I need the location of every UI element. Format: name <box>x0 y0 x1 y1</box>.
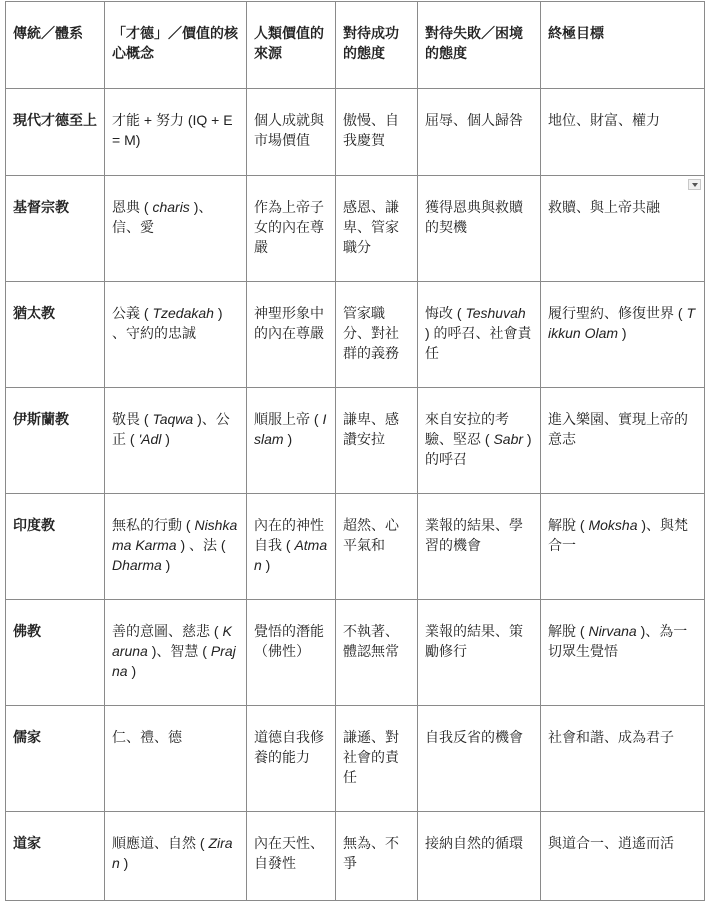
cell-ultimate-goal[interactable]: 履行聖約、修復世界 ( Tikkun Olam ) <box>541 282 705 388</box>
cell-attitude-failure[interactable]: 業報的結果、策勵修行 <box>418 600 541 706</box>
italic-term: Teshuvah <box>465 305 526 321</box>
italic-term: Nishkama Karma <box>112 517 238 553</box>
cell-tradition[interactable]: 基督宗教 <box>6 176 105 282</box>
cell-ultimate-goal[interactable]: 進入樂園、實現上帝的意志 <box>541 388 705 494</box>
cell-attitude-failure[interactable]: 獲得恩典與救贖的契機 <box>418 176 541 282</box>
cell-attitude-failure[interactable]: 來自安拉的考驗、堅忍 ( Sabr ) 的呼召 <box>418 388 541 494</box>
cell-core-concept[interactable]: 才能 + 努力 (IQ + E = M) <box>105 89 247 176</box>
italic-term: Ziran <box>112 835 233 871</box>
comparison-table <box>5 1 705 901</box>
table-row <box>6 706 705 812</box>
cell-tradition[interactable]: 現代才德至上 <box>6 89 105 176</box>
cell-ultimate-goal[interactable]: 地位、財富、權力 <box>541 89 705 176</box>
cell-source-of-worth[interactable]: 神聖形象中的內在尊嚴 <box>247 282 336 388</box>
italic-term: Dharma <box>112 557 162 573</box>
header-source-of-worth: 人類價值的來源 <box>247 2 336 89</box>
header-row <box>6 2 705 89</box>
italic-term: Islam <box>254 411 327 447</box>
cell-source-of-worth[interactable]: 道德自我修養的能力 <box>247 706 336 812</box>
cell-ultimate-goal[interactable] <box>541 176 705 282</box>
cell-ultimate-goal[interactable]: 社會和諧、成為君子 <box>541 706 705 812</box>
italic-term: 'Adl <box>138 431 162 447</box>
cell-core-concept[interactable]: 善的意圖、慈悲 ( Karuna )、智慧 ( Prajna ) <box>105 600 247 706</box>
italic-term: Tikkun Olam <box>548 305 696 341</box>
italic-term: Atman <box>254 537 328 573</box>
table-row <box>6 494 705 600</box>
header-core-concept: 「才德」／價值的核心概念 <box>105 2 247 89</box>
cell-attitude-failure[interactable]: 業報的結果、學習的機會 <box>418 494 541 600</box>
cell-tradition[interactable]: 儒家 <box>6 706 105 812</box>
cell-source-of-worth[interactable]: 順服上帝 ( Islam ) <box>247 388 336 494</box>
italic-term: Moksha <box>588 517 638 533</box>
cell-attitude-success[interactable]: 超然、心平氣和 <box>336 494 418 600</box>
italic-term: Karuna <box>112 623 232 659</box>
cell-tradition[interactable]: 佛教 <box>6 600 105 706</box>
cell-attitude-failure[interactable]: 接納自然的循環 <box>418 812 541 901</box>
cell-source-of-worth[interactable]: 作為上帝子女的內在尊嚴 <box>247 176 336 282</box>
cell-attitude-success[interactable]: 謙遜、對社會的責任 <box>336 706 418 812</box>
cell-tradition[interactable]: 猶太教 <box>6 282 105 388</box>
table-row <box>6 176 705 282</box>
cell-attitude-failure[interactable]: 自我反省的機會 <box>418 706 541 812</box>
table-row <box>6 600 705 706</box>
header-ultimate-goal: 終極目標 <box>541 2 705 89</box>
italic-term: charis <box>152 199 190 215</box>
cell-tradition[interactable]: 伊斯蘭教 <box>6 388 105 494</box>
cell-ultimate-goal[interactable]: 解脫 ( Nirvana )、為一切眾生覺悟 <box>541 600 705 706</box>
cell-attitude-success[interactable]: 傲慢、自我慶賀 <box>336 89 418 176</box>
table-row <box>6 812 705 901</box>
italic-term: Taqwa <box>152 411 194 427</box>
cell-source-of-worth[interactable]: 內在的神性自我 ( Atman ) <box>247 494 336 600</box>
cell-source-of-worth[interactable]: 內在天性、自發性 <box>247 812 336 901</box>
italic-term: Prajna <box>112 643 236 679</box>
cell-source-of-worth[interactable]: 覺悟的潛能（佛性） <box>247 600 336 706</box>
cell-core-concept[interactable]: 仁、禮、德 <box>105 706 247 812</box>
table-row <box>6 282 705 388</box>
cell-attitude-failure[interactable]: 屈辱、個人歸咎 <box>418 89 541 176</box>
italic-term: Tzedakah <box>152 305 214 321</box>
cell-core-concept[interactable]: 恩典 ( charis )、信、愛 <box>105 176 247 282</box>
cell-ultimate-goal[interactable]: 與道合一、逍遙而活 <box>541 812 705 901</box>
italic-term: Nirvana <box>588 623 637 639</box>
header-attitude-success: 對待成功的態度 <box>336 2 418 89</box>
cell-attitude-success[interactable]: 管家職分、對社群的義務 <box>336 282 418 388</box>
cell-tradition[interactable]: 印度教 <box>6 494 105 600</box>
cell-attitude-success[interactable]: 無為、不爭 <box>336 812 418 901</box>
italic-term: Sabr <box>493 431 524 447</box>
cell-attitude-success[interactable]: 不執著、體認無常 <box>336 600 418 706</box>
cell-core-concept[interactable]: 公義 ( Tzedakah ) 、守約的忠誠 <box>105 282 247 388</box>
cell-attitude-success[interactable]: 感恩、謙卑、管家職分 <box>336 176 418 282</box>
table-row <box>6 388 705 494</box>
cell-core-concept[interactable]: 順應道、自然 ( Ziran ) <box>105 812 247 901</box>
header-attitude-failure: 對待失敗／困境的態度 <box>418 2 541 89</box>
cell-tradition[interactable]: 道家 <box>6 812 105 901</box>
cell-source-of-worth[interactable]: 個人成就與市場價值 <box>247 89 336 176</box>
cell-core-concept[interactable]: 敬畏 ( Taqwa )、公正 ( 'Adl ) <box>105 388 247 494</box>
cell-core-concept[interactable]: 無私的行動 ( Nishkama Karma ) 、法 ( Dharma ) <box>105 494 247 600</box>
header-tradition: 傳統／體系 <box>6 2 105 89</box>
cell-ultimate-goal[interactable]: 解脫 ( Moksha )、與梵合一 <box>541 494 705 600</box>
cell-attitude-failure[interactable]: 悔改 ( Teshuvah ) 的呼召、社會責任 <box>418 282 541 388</box>
cell-attitude-success[interactable]: 謙卑、感讚安拉 <box>336 388 418 494</box>
chevron-down-icon[interactable] <box>688 179 701 190</box>
table-row <box>6 89 705 176</box>
cell-ultimate-goal-text: 救贖、與上帝共融 <box>548 199 660 215</box>
